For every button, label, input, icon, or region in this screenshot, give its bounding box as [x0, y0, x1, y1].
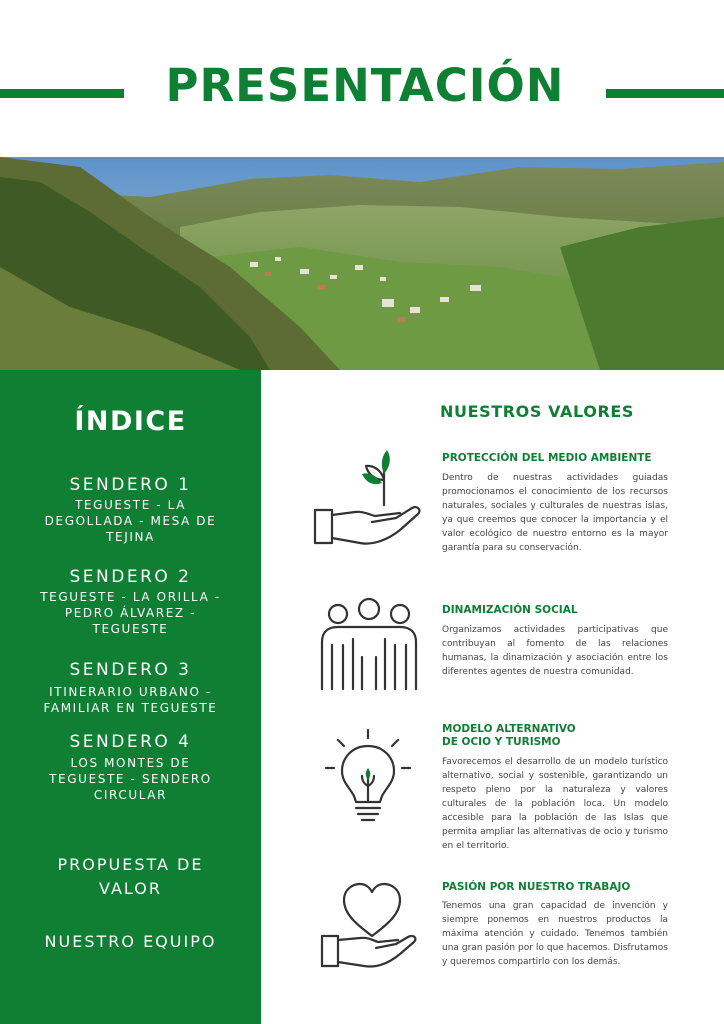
- trail-4-description: LOS MONTES DE TEGUESTE - SENDERO CIRCULAR: [49, 756, 212, 802]
- header-line-right: [606, 89, 724, 98]
- index-sidebar: [0, 370, 261, 1024]
- index-title: ÍNDICE: [74, 406, 187, 437]
- trail-2-description: TEGUESTE - LA ORILLA - PEDRO ÁLVAREZ - TEGUESTE: [40, 590, 221, 636]
- trail-1-title[interactable]: SENDERO 1: [69, 475, 192, 495]
- value-4-heading: PASIÓN POR NUESTRO TRABAJO: [442, 881, 631, 893]
- valley-landscape-photo: [0, 157, 724, 370]
- values-title: NUESTROS VALORES: [440, 402, 635, 421]
- trail-2-title[interactable]: SENDERO 2: [69, 567, 192, 587]
- plant-in-hand-icon: [310, 450, 430, 555]
- value-3-text: Favorecemos el desarrollo de un modelo turístico alternativo, social y sostenible, garantizando un respeto pleno por la naturaleza y valores culturales de la población loca. Un modelo accesible para la población de las Islas que permita ampliar las alternativas de ocio y turismo en el territorio.: [442, 757, 668, 851]
- value-4-text: Tenemos una gran capacidad de invención y siempre ponemos en nuestros productos la máxima atención y cuidado. Tenemos también una gran pasión por lo que hacemos. Disfrutamos y queremos compartirlo con los demás.: [442, 901, 668, 967]
- trail-4-title[interactable]: SENDERO 4: [69, 732, 192, 752]
- trail-3-description: ITINERARIO URBANO - FAMILIAR EN TEGUESTE: [43, 685, 218, 715]
- our-team-link[interactable]: NUESTRO EQUIPO: [44, 932, 217, 951]
- header-line-left: [0, 89, 124, 98]
- trail-3-title[interactable]: SENDERO 3: [69, 660, 192, 680]
- lightbulb-icon: [324, 728, 412, 828]
- value-proposition-link[interactable]: PROPUESTA DE VALOR: [57, 855, 204, 898]
- value-1-heading: PROTECCIÓN DEL MEDIO AMBIENTE: [442, 452, 652, 464]
- value-2-heading: DINAMIZACIÓN SOCIAL: [442, 604, 578, 616]
- value-1-text: Dentro de nuestras actividades guiadas promocionamos el conocimiento de los recursos naturales, sociales y culturales de nuestras islas, ya que creemos que conocer la importancia y el valor ecológico de nuestro entorno es la mayor garantía para su conservación.: [442, 473, 668, 553]
- value-3-heading-text: MODELO ALTERNATIVO DE OCIO Y TURISMO: [442, 723, 576, 748]
- value-3-heading: [442, 723, 592, 749]
- heart-in-hand-icon: [320, 878, 420, 970]
- trail-1-description: TEGUESTE - LA DEGOLLADA - MESA DE TEJINA: [44, 498, 217, 544]
- page-title: PRESENTACIÓN: [165, 59, 565, 112]
- group-of-people-icon: [318, 597, 420, 692]
- value-2-text: Organizamos actividades participativas que contribuyan al fomento de las relaciones humanas, la dinamización y asociación entre los diferentes agentes de nuestra comunidad.: [442, 625, 668, 677]
